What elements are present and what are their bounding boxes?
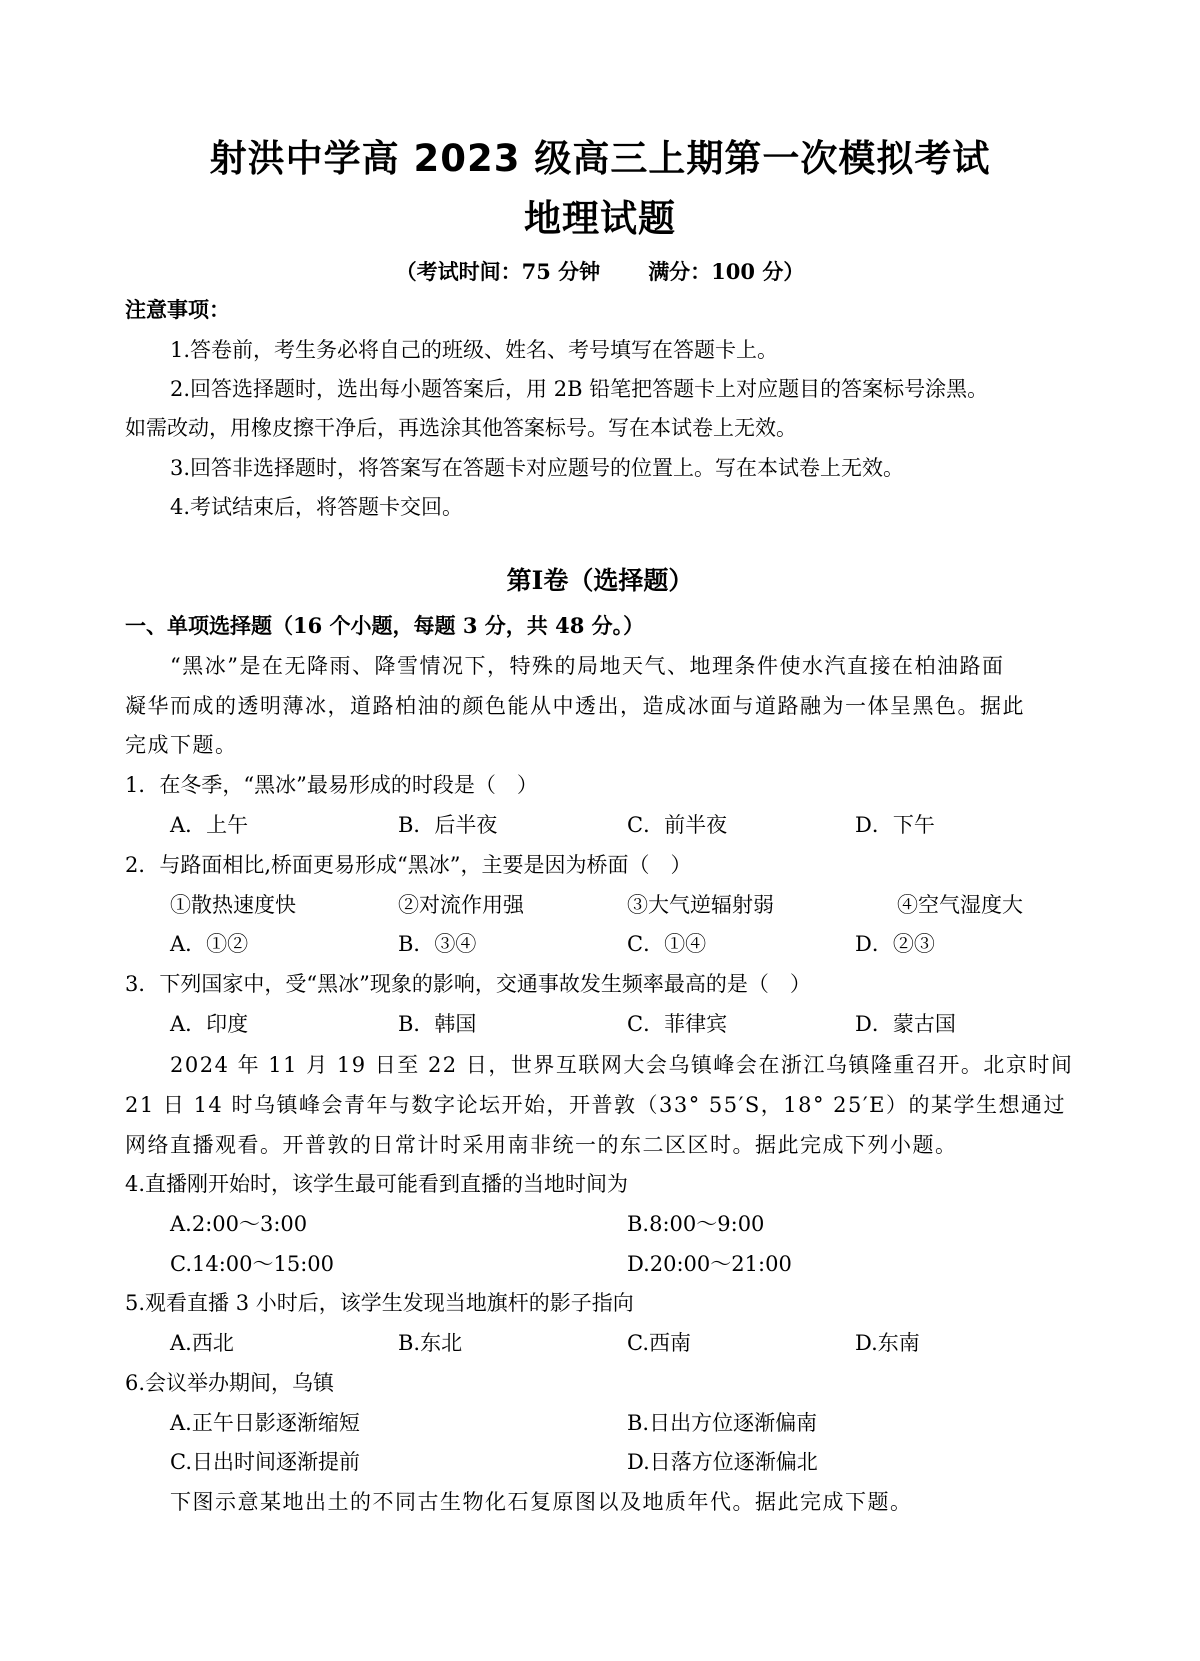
option-a: A．印度 — [170, 1012, 249, 1036]
choice-item: ④空气湿度大 — [897, 893, 1023, 917]
option-d: D．蒙古国 — [855, 1012, 956, 1036]
option-c: C．①④ — [627, 932, 707, 956]
passage-line: 凝华而成的透明薄冰，道路柏油的颜色能从中透出，造成冰面与道路融为一体呈黑色。据此 — [125, 694, 1025, 718]
option-c: C.西南 — [627, 1331, 691, 1355]
subject-title: 地理试题 — [524, 197, 676, 240]
option-d: D.东南 — [855, 1331, 920, 1355]
option-a: A．①② — [170, 932, 249, 956]
option-a: A.正午日影逐渐缩短 — [170, 1411, 360, 1435]
note-item: 如需改动，用橡皮擦干净后，再选涂其他答案标号。写在本试卷上无效。 — [125, 416, 797, 440]
note-item: 4.考试结束后，将答题卡交回。 — [170, 495, 464, 519]
section-title: 第I卷（选择题） — [506, 566, 694, 595]
note-item: 1.答卷前，考生务必将自己的班级、姓名、考号填写在答题卡上。 — [170, 338, 779, 362]
exam-title: 射洪中学高 2023 级高三上期第一次模拟考试 — [209, 137, 991, 180]
option-b: B．后半夜 — [398, 813, 498, 837]
option-c: C．菲律宾 — [627, 1012, 728, 1036]
option-d: D．②③ — [855, 932, 935, 956]
option-b: B．③④ — [398, 932, 477, 956]
choice-item: ③大气逆辐射弱 — [627, 893, 774, 917]
option-b: B．韩国 — [398, 1012, 477, 1036]
note-item: 3.回答非选择题时，将答案写在答题卡对应题号的位置上。写在本试卷上无效。 — [170, 456, 905, 480]
note-item: 2.回答选择题时，选出每小题答案后，用 2B 铅笔把答题卡上对应题目的答案标号涂黑。 — [170, 377, 989, 401]
question-stem: 2．与路面相比,桥面更易形成“黑冰”，主要是因为桥面（ ） — [125, 853, 692, 877]
question-stem: 5.观看直播 3 小时后，该学生发现当地旗杆的影子指向 — [125, 1291, 634, 1315]
question-stem: 3．下列国家中，受“黑冰”现象的影响，交通事故发生频率最高的是（ ） — [125, 972, 811, 996]
full-score: 满分：100 分） — [648, 259, 805, 284]
option-b: B.8:00～9:00 — [627, 1212, 765, 1236]
question-stem: 6.会议举办期间，乌镇 — [125, 1371, 335, 1395]
passage-line: 下图示意某地出土的不同古生物化石复原图以及地质年代。据此完成下题。 — [170, 1490, 913, 1514]
passage-line: 完成下题。 — [125, 733, 238, 757]
option-c: C．前半夜 — [627, 813, 728, 837]
option-b: B.日出方位逐渐偏南 — [627, 1411, 818, 1435]
option-d: D．下午 — [855, 813, 935, 837]
option-d: D.20:00～21:00 — [627, 1252, 792, 1276]
exam-meta — [0, 256, 1200, 286]
option-d: D.日落方位逐渐偏北 — [627, 1450, 818, 1474]
option-c: C.日出时间逐渐提前 — [170, 1450, 360, 1474]
passage-line: 网络直播观看。开普敦的日常计时采用南非统一的东二区区时。据此完成下列小题。 — [125, 1133, 958, 1157]
option-c: C.14:00～15:00 — [170, 1252, 335, 1276]
passage-line: 21 日 14 时乌镇峰会青年与数字论坛开始，开普敦（33° 55′S，18° 25′E）的某学生想通过 — [125, 1093, 1066, 1117]
passage-line: 2024 年 11 月 19 日至 22 日，世界互联网大会乌镇峰会在浙江乌镇隆重召开。北京时间 — [170, 1053, 1074, 1077]
question-stem: 4.直播刚开始时，该学生最可能看到直播的当地时间为 — [125, 1172, 629, 1196]
notes-heading: 注意事项： — [125, 297, 230, 322]
option-a: A.2:00～3:00 — [170, 1212, 308, 1236]
passage-line: “黑冰”是在无降雨、降雪情况下，特殊的局地天气、地理条件使水汽直接在柏油路面 — [170, 654, 1005, 678]
option-a: A．上午 — [170, 813, 249, 837]
choice-item: ①散热速度快 — [170, 893, 296, 917]
part-heading: 一、单项选择题（16 个小题，每题 3 分，共 48 分。） — [125, 613, 645, 638]
question-stem: 1．在冬季，“黑冰”最易形成的时段是（ ） — [125, 773, 538, 797]
option-b: B.东北 — [398, 1331, 463, 1355]
option-a: A.西北 — [170, 1331, 234, 1355]
exam-time: （考试时间：75 分钟 — [395, 259, 601, 284]
choice-item: ②对流作用强 — [398, 893, 524, 917]
